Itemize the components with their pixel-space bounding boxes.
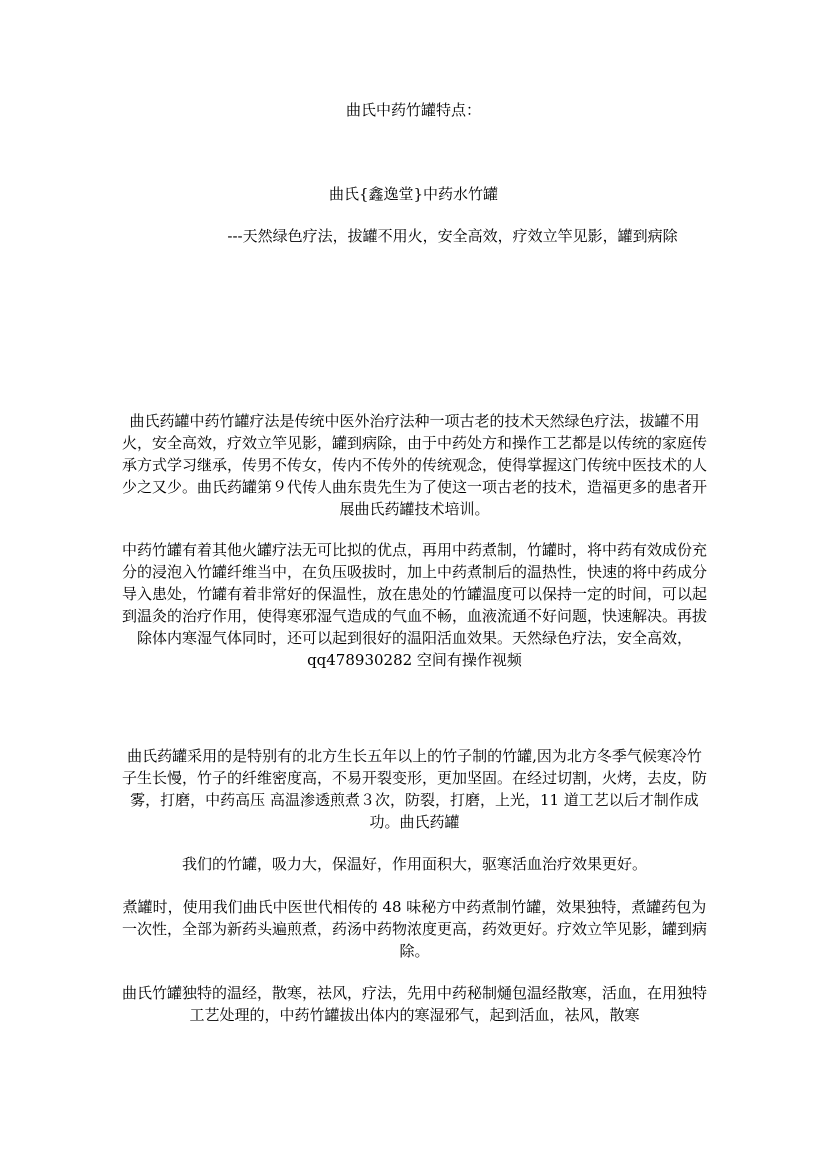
paragraph-benefits: 我们的竹罐，吸力大，保温好，作用面积大，驱寒活血治疗效果更好。 [181,855,647,873]
paragraph-therapy: 曲氏竹罐独特的温经，散寒，祛风，疗法，先用中药秘制熥包温经散寒，活血，在用独特工艺处理的，中药竹罐拔出体内的寒湿邪气，起到活血，祛风，散寒 [122,984,708,1024]
paragraph-introduction: 曲氏药罐中药竹罐疗法是传统中医外治疗法种一项古老的技术天然绿色疗法，拔罐不用火，安全高效，疗效立竿见影，罐到病除，由于中药处方和操作工艺都是以传统的家庭传承方式学习继承，传男不传女，传内不传外的传统观念，使得掌握这门传统中医技术的人少之又少。曲氏药罐第９代传人曲东贵先生为了使这一项古老的技术，造福更多的患者开展曲氏药罐技术培训。 [122,412,708,518]
paragraph-materials: 曲氏药罐采用的是特别有的北方生长五年以上的竹子制的竹罐,因为北方冬季气候寒冷竹子生长慢，竹子的纤维密度高，不易开裂变形，更加坚固。在经过切割，火烤，去皮，防雾，打磨，中药高压 高温渗透煎煮３次，防裂，打磨，上光，11 道工艺以后才制作成功。曲氏药罐 [122,747,708,831]
paragraph-boiling: 煮罐时，使用我们曲氏中医世代相传的 48 味秘方中药煮制竹罐，效果独特，煮罐药包为一次性，全部为新药头遍煎煮，药汤中药物浓度更高，药效更好。疗效立竿见影，罐到病除。 [122,898,708,960]
document-slogan: ---天然绿色疗法，拔罐不用火，安全高效，疗效立竿见影，罐到病除 [227,227,678,245]
paragraph-advantages: 中药竹罐有着其他火罐疗法无可比拟的优点，再用中药煮制，竹罐时，将中药有效成份充分的浸泡入竹罐纤维当中，在负压吸拔时，加上中药煮制后的温热性，快速的将中药成分导入患处，竹罐有着非常好的保温性，放在患处的竹罐温度可以保持一定的时间，可以起到温灸的治疗作用，使得寒邪湿气造成的气血不畅，血液流通不好问题，快速解决。再拔除体内寒湿气体同时，还可以起到很好的温阳活血效果。天然绿色疗法，安全高效，qq478930282 空间有操作视频 [122,541,708,669]
document-subtitle: 曲氏{鑫逸堂}中药水竹罐 [328,185,499,203]
document-title: 曲氏中药竹罐特点： [345,101,481,119]
